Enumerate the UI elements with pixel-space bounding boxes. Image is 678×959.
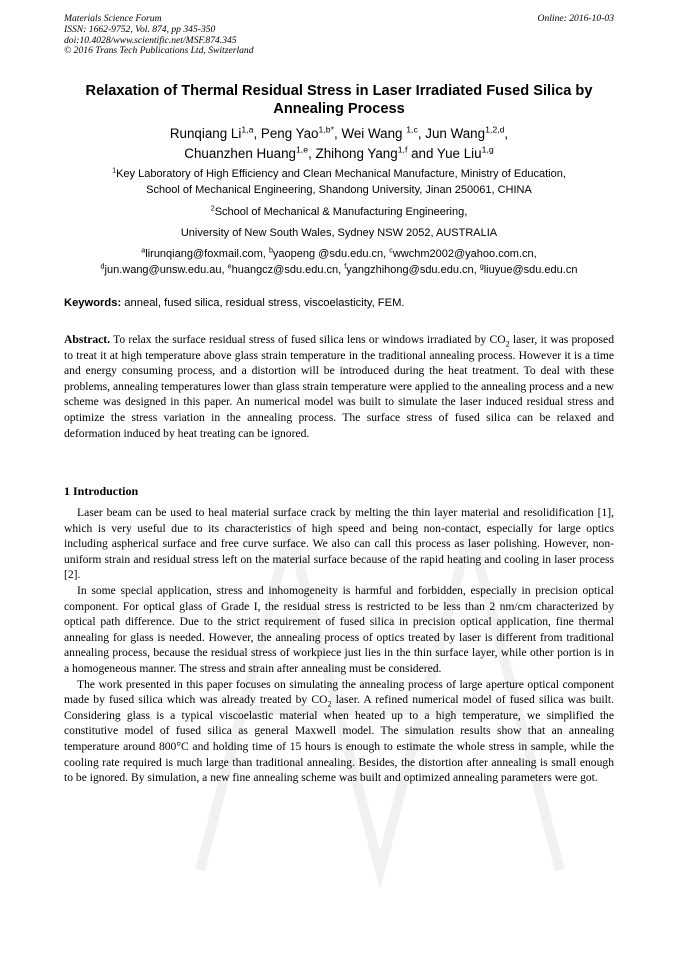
email-link[interactable]: jun.wang@unsw.edu.au, bbox=[104, 264, 228, 276]
email-link[interactable]: lirunqiang@foxmail.com, bbox=[145, 248, 269, 260]
journal-issn: ISSN: 1662-9752, Vol. 874, pp 345-350 bbox=[64, 23, 216, 35]
abstract-label: Abstract. bbox=[64, 333, 111, 346]
author-name: Wei Wang bbox=[341, 126, 407, 141]
author-name: Zhihong Yang bbox=[315, 146, 398, 161]
email-link[interactable]: yangzhihong@sdu.edu.cn, bbox=[346, 264, 480, 276]
paragraph-text-1: The work presented in this paper focuses on simulating the annealing process of large aperture optical component made by fused silica which was already treated by CO bbox=[64, 677, 614, 707]
journal-header bbox=[64, 14, 424, 57]
affiliation-2-line-2: University of New South Wales, Sydney NSW 2052, AUSTRALIA bbox=[180, 227, 498, 239]
author-name: Yue Liu bbox=[436, 146, 482, 161]
email-mark: e bbox=[227, 262, 232, 271]
author-name: Chuanzhen Huang bbox=[184, 146, 296, 161]
paragraph: In some special application, stress and inhomogeneity is harmful and forbidden, especially in precision optical component. For optical glass of Grade I, the residual stress is restricted to be less than 2 nm/cm characterized by optical path difference. Due to the strict requirement of fused silica in precision optical application, fine thermal annealing for glass is needed. However, the annealing process of optics treated by laser is different from traditional annealing process, because the residual stress of workpiece just lies in the thin surface layer, while other portion is in a homogeneous manner. The stress and strain after annealing must be considered. bbox=[64, 583, 614, 675]
author-name: Runqiang Li bbox=[169, 126, 242, 141]
abstract bbox=[64, 332, 614, 441]
title-line-1: Relaxation of Thermal Residual Stress in Laser Irradiated Fused Silica by bbox=[85, 83, 593, 99]
email-mark: a bbox=[141, 246, 146, 255]
affiliation-mark: 2 bbox=[210, 204, 215, 213]
section-heading: 1 Introduction bbox=[64, 484, 139, 498]
affiliation-1 bbox=[40, 166, 638, 198]
keywords-label: Keywords: bbox=[64, 297, 122, 309]
email-link[interactable]: huangcz@sdu.edu.cn, bbox=[231, 264, 345, 276]
journal-doi[interactable]: doi:10.4028/www.scientific.net/MSF.874.345 bbox=[64, 34, 237, 46]
online-date: Online: 2016-10-03 bbox=[537, 13, 614, 24]
paragraph: Laser beam can be used to heal material surface crack by melting the thin layer material and resolidification [1], which is very useful due to its characteristics of high speed and being non-contact, especially for large optics including aspherical surface and free curve surface. We also can call this process as laser polishing. However, non-uniform strain and residual stress left on the material surface because of the rapid heating and cooling in laser process [2]. bbox=[64, 506, 614, 582]
abstract-text-2: laser, it was proposed to treat it at high temperature above glass strain temperature in the traditional annealing process. However it is a time and energy consuming process, and a distortion will be introduced during the heat treatment. To deal with these problems, annealing temperatures lower than glass strain temperature were applied to the annealing process and a new scheme was designed in this paper. An numerical model was built to simulate the laser induced residual stress and optimize the stress variation in the annealing process. The surface stress of fused silica can be relaxed and deformation induced by heat treating can be ignored. bbox=[64, 333, 614, 440]
abstract-text-1: To relax the surface residual stress of fused silica lens or windows irradiated by CO bbox=[110, 333, 506, 346]
keywords bbox=[64, 296, 614, 311]
author-list bbox=[40, 124, 638, 164]
email-link[interactable]: yaopeng @sdu.edu.cn, bbox=[272, 248, 390, 260]
keywords-text: anneal, fused silica, residual stress, viscoelasticity, FEM. bbox=[121, 297, 405, 309]
affiliation-mark: 1 bbox=[112, 166, 117, 175]
email-line-2 bbox=[40, 262, 638, 278]
email-mark: b bbox=[268, 246, 273, 255]
subscript: 2 bbox=[505, 339, 510, 349]
email-link[interactable]: wwchm2002@yahoo.com.cn, bbox=[392, 248, 537, 260]
author-affiliation-mark: 1,g bbox=[481, 144, 494, 155]
journal-name: Materials Science Forum bbox=[64, 13, 162, 24]
affiliation-1-line-2: School of Mechanical Engineering, Shandong University, Jinan 250061, CHINA bbox=[146, 184, 532, 196]
email-link[interactable]: liuyue@sdu.edu.cn bbox=[483, 264, 578, 276]
author-emails bbox=[40, 246, 638, 278]
paper-title bbox=[50, 82, 628, 118]
author-name: Peng Yao bbox=[260, 126, 319, 141]
journal-copyright: © 2016 Trans Tech Publications Ltd, Switzerland bbox=[64, 45, 254, 57]
author-name: Jun Wang bbox=[425, 126, 486, 141]
affiliation-2-line-1: School of Mechanical & Manufacturing Engineering, bbox=[214, 206, 468, 218]
introduction-body bbox=[64, 505, 614, 786]
title-line-2: Annealing Process bbox=[273, 101, 405, 117]
email-mark: d bbox=[100, 262, 105, 271]
email-mark: g bbox=[479, 262, 484, 271]
affiliation-1-line-1: Key Laboratory of High Efficiency and Clean Mechanical Manufacture, Ministry of Education, bbox=[116, 168, 566, 180]
email-line-1 bbox=[40, 246, 638, 262]
author-affiliation-mark: 1,2,d bbox=[485, 124, 505, 135]
abstract-paragraph bbox=[64, 332, 614, 441]
author-affiliation-mark: 1,e bbox=[295, 144, 309, 155]
email-mark: f bbox=[344, 262, 347, 271]
email-mark: c bbox=[389, 246, 393, 255]
paragraph-text-2: laser. A refined numerical model of fused silica was built. Considering glass is a typical viscoelastic material when heated up to a high temperature, we simplified the constitutive model of fused silica as general Maxwell model. The simulation results show that an annealing temperature around 800°C and holding time of 15 hours is enough to estimate the whole stress in sample, while the cooling rate required is much large than traditional annealing. Besides, the distortion after annealing is small enough to be ignored. By simulation, a new fine annealing scheme was built and optimized annealing parameters were got. bbox=[64, 693, 614, 785]
paragraph bbox=[64, 677, 614, 786]
author-line-1: Runqiang Li$^{1,a}$, Peng Yao$^{1,b*}$, Wei Wang $^{1,c}$, Jun Wang$^{1,2,d}$, bbox=[169, 124, 509, 141]
affiliation-2 bbox=[40, 204, 638, 241]
author-affiliation-mark: 1,f bbox=[397, 144, 408, 155]
author-affiliation-mark: 1,c bbox=[406, 124, 418, 135]
author-affiliation-mark: 1,a bbox=[241, 124, 254, 135]
author-affiliation-mark: 1,b* bbox=[318, 124, 334, 135]
subscript: 2 bbox=[327, 699, 332, 709]
author-line-2: Chuanzhen Huang$^{1,e}$, Zhihong Yang$^{1,f}$ and Yue Liu$^{1,g}$ bbox=[184, 144, 494, 161]
